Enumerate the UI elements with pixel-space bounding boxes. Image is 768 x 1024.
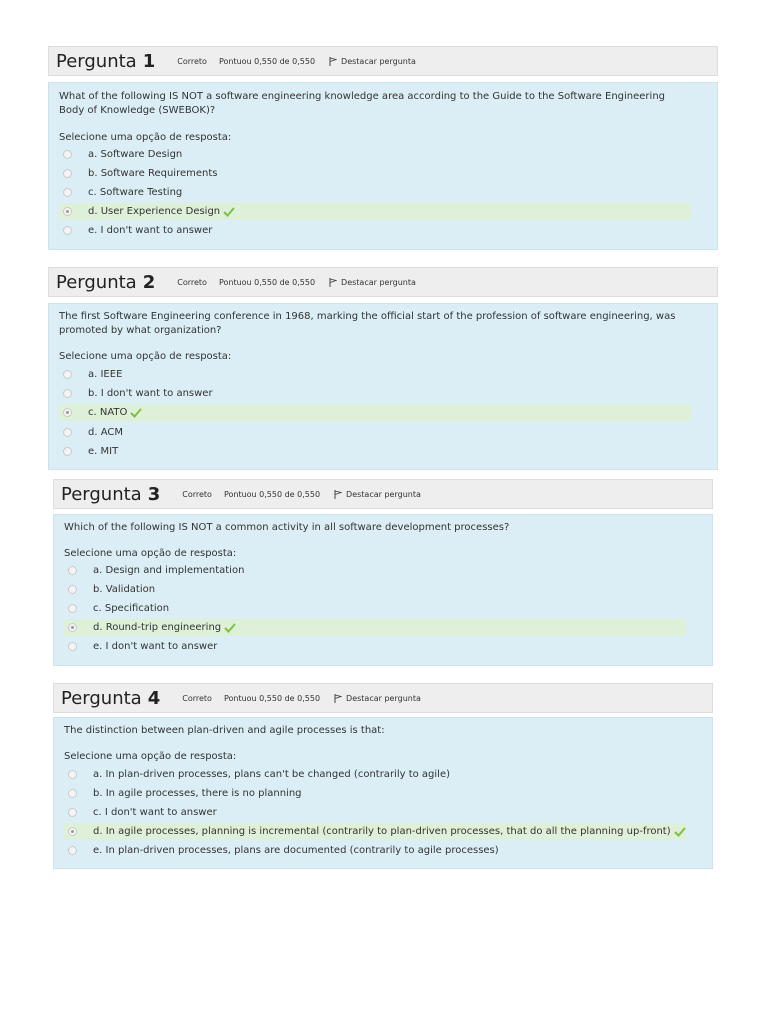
question-body	[53, 514, 713, 666]
option[interactable]: a. In plan-driven processes, plans can't be changed (contrarily to agile)	[64, 766, 686, 783]
radio-button[interactable]	[68, 585, 77, 594]
check-icon	[674, 827, 686, 837]
answer-prompt: Selecione uma opção de resposta:	[59, 132, 232, 143]
flag-icon	[329, 278, 337, 287]
option-selected-correct[interactable]: c. NATO	[59, 404, 691, 421]
flag-question-button[interactable]: Destacar pergunta	[329, 57, 416, 66]
check-icon	[223, 207, 235, 217]
option[interactable]: b. In agile processes, there is no planning	[64, 785, 686, 802]
question-body	[48, 303, 718, 470]
radio-button[interactable]	[63, 150, 72, 159]
flag-icon	[334, 490, 342, 499]
question-text: What of the following IS NOT a software engineering knowledge area according to the Guide to the Software Engineering Body of Knowledge (SWEBOK)?	[59, 91, 666, 116]
check-icon	[130, 408, 142, 418]
status-label: Correto	[182, 693, 212, 703]
option[interactable]: c. Software Testing	[59, 184, 691, 201]
question-text: The first Software Engineering conference in 1968, marking the official start of the profession of software engineering, was promoted by what organization?	[59, 311, 676, 336]
radio-button[interactable]	[63, 447, 72, 456]
radio-button[interactable]	[63, 169, 72, 178]
radio-button[interactable]	[68, 642, 77, 651]
radio-button[interactable]	[63, 389, 72, 398]
option-selected-correct[interactable]: d. User Experience Design	[59, 203, 691, 220]
radio-button[interactable]	[63, 188, 72, 197]
radio-button-selected[interactable]	[63, 408, 72, 417]
option[interactable]: a. IEEE	[59, 366, 691, 383]
option[interactable]: d. ACM	[59, 424, 691, 441]
question-header	[53, 683, 713, 713]
option[interactable]: e. MIT	[59, 443, 691, 460]
radio-button[interactable]	[68, 846, 77, 855]
check-icon	[224, 623, 236, 633]
option[interactable]: b. Validation	[64, 581, 686, 598]
answer-prompt: Selecione uma opção de resposta:	[64, 548, 237, 559]
question-text: Which of the following IS NOT a common activity in all software development processes?	[64, 522, 510, 533]
question-header	[53, 479, 713, 509]
question-body	[48, 82, 718, 250]
option[interactable]: c. Specification	[64, 600, 686, 617]
option[interactable]: e. I don't want to answer	[59, 222, 691, 239]
option-selected-correct[interactable]: d. Round-trip engineering	[64, 619, 686, 636]
radio-button[interactable]	[63, 370, 72, 379]
radio-button[interactable]	[63, 428, 72, 437]
option[interactable]: b. I don't want to answer	[59, 385, 691, 402]
question-2	[48, 267, 718, 470]
radio-button[interactable]	[68, 808, 77, 817]
answer-prompt: Selecione uma opção de resposta:	[59, 351, 232, 362]
question-4	[53, 683, 713, 869]
option-selected-correct[interactable]: d. In agile processes, planning is incremental (contrarily to plan-driven processes, that do all the planning up-front)	[64, 823, 686, 840]
flag-question-button[interactable]: Destacar pergunta	[334, 694, 421, 703]
question-header	[48, 267, 718, 297]
question-header	[48, 46, 718, 76]
question-body	[53, 717, 713, 869]
radio-button[interactable]	[68, 789, 77, 798]
flag-icon	[334, 694, 342, 703]
score-label: Pontuou 0,550 de 0,550	[218, 277, 316, 287]
answer-prompt: Selecione uma opção de resposta:	[64, 751, 237, 762]
question-title: Pergunta 4	[61, 687, 161, 709]
option[interactable]: b. Software Requirements	[59, 165, 691, 182]
option[interactable]: c. I don't want to answer	[64, 804, 686, 821]
radio-button[interactable]	[68, 566, 77, 575]
question-title: Pergunta 1	[56, 50, 156, 72]
question-text: The distinction between plan-driven and agile processes is that:	[64, 725, 385, 736]
question-title: Pergunta 3	[61, 483, 161, 505]
radio-button-selected[interactable]	[63, 207, 72, 216]
question-1	[48, 46, 718, 250]
score-label: Pontuou 0,550 de 0,550	[223, 693, 321, 703]
radio-button[interactable]	[68, 604, 77, 613]
option[interactable]: e. In plan-driven processes, plans are documented (contrarily to agile processes)	[64, 842, 686, 859]
status-label: Correto	[182, 489, 212, 499]
flag-question-button[interactable]: Destacar pergunta	[329, 278, 416, 287]
option[interactable]: e. I don't want to answer	[64, 638, 686, 655]
option[interactable]: a. Software Design	[59, 146, 691, 163]
score-label: Pontuou 0,550 de 0,550	[218, 56, 316, 66]
question-title: Pergunta 2	[56, 271, 156, 293]
flag-question-button[interactable]: Destacar pergunta	[334, 490, 421, 499]
radio-button[interactable]	[63, 226, 72, 235]
radio-button-selected[interactable]	[68, 623, 77, 632]
status-label: Correto	[177, 56, 207, 66]
status-label: Correto	[177, 277, 207, 287]
radio-button[interactable]	[68, 770, 77, 779]
score-label: Pontuou 0,550 de 0,550	[223, 489, 321, 499]
option[interactable]: a. Design and implementation	[64, 562, 686, 579]
radio-button-selected[interactable]	[68, 827, 77, 836]
question-3	[53, 479, 713, 666]
flag-icon	[329, 57, 337, 66]
